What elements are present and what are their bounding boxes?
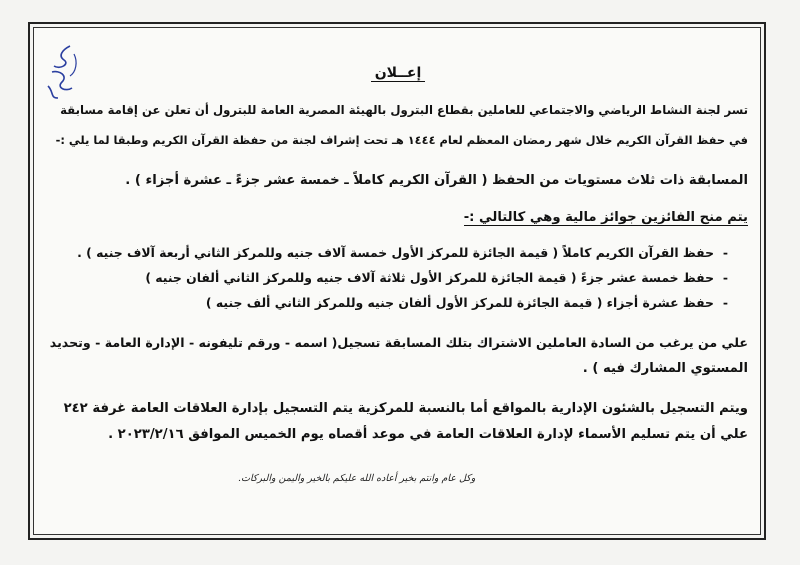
intro-line: تسر لجنة النشاط الرياضي والاجتماعي للعاملين بقطاع البترول بالهيئة المصرية العامة للبترول أن تعلن عن إقامة مسابقة <box>60 103 748 117</box>
intro-line: في حفظ القرآن الكريم خلال شهر رمضان المعظم لعام ١٤٤٤ هـ تحت إشراف لجنة من حفظة القرآن الكريم وطبقا لما يلي :- <box>55 133 748 147</box>
closing-greeting: وكل عام وانتم بخير أعاده الله عليكم بالخير واليمن والبركات. <box>238 473 476 484</box>
bullet-marker: - <box>722 295 728 310</box>
announcement-document <box>48 55 748 500</box>
submission-deadline: علي أن يتم تسليم الأسماء لإدارة العلاقات العامة في موعد أقصاه يوم الخميس الموافق ٢٠٢٣/٢/١٦ . <box>108 427 748 442</box>
prize-item: -حفظ عشرة أجزاء ( قيمة الجائزة للمركز الأول ألفان جنيه وللمركز الثاني ألف جنيه ) <box>205 295 728 310</box>
bullet-marker: - <box>722 270 728 285</box>
prizes-heading: يتم منح الفائزين جوائز مالية وهي كالتالي :- <box>463 210 748 225</box>
announcement-title: إعــلان <box>48 65 748 81</box>
competition-levels: المسابقة ذات ثلاث مستويات من الحفظ ( القرآن الكريم كاملاً ـ خمسة عشر جزءً ـ عشرة أجزاء ) . <box>125 173 748 188</box>
prize-item: -حفظ خمسة عشر جزءً ( قيمة الجائزة للمركز الأول ثلاثة آلاف جنيه وللمركز الثاني ألفان جنيه ) <box>145 270 728 285</box>
registration-text: المستوي المشارك فيه ) . <box>582 361 748 376</box>
prize-item: -حفظ القرآن الكريم كاملاً ( قيمة الجائزة للمركز الأول خمسة آلاف جنيه وللمركز الثاني أربعة آلاف جنيه ) . <box>77 245 728 260</box>
registration-text: علي من يرغب من السادة العاملين الاشتراك بتلك المسابقة تسجيل( اسمه - ورقم تليفونه - الإدارة العامة - وتحديد <box>49 335 748 350</box>
registration-location: ويتم التسجيل بالشئون الإدارية بالمواقع أما بالنسبة للمركزية يتم التسجيل بإدارة العلاقات العامة غرفة ٢٤٢ <box>63 401 748 416</box>
bullet-marker: - <box>722 245 728 260</box>
